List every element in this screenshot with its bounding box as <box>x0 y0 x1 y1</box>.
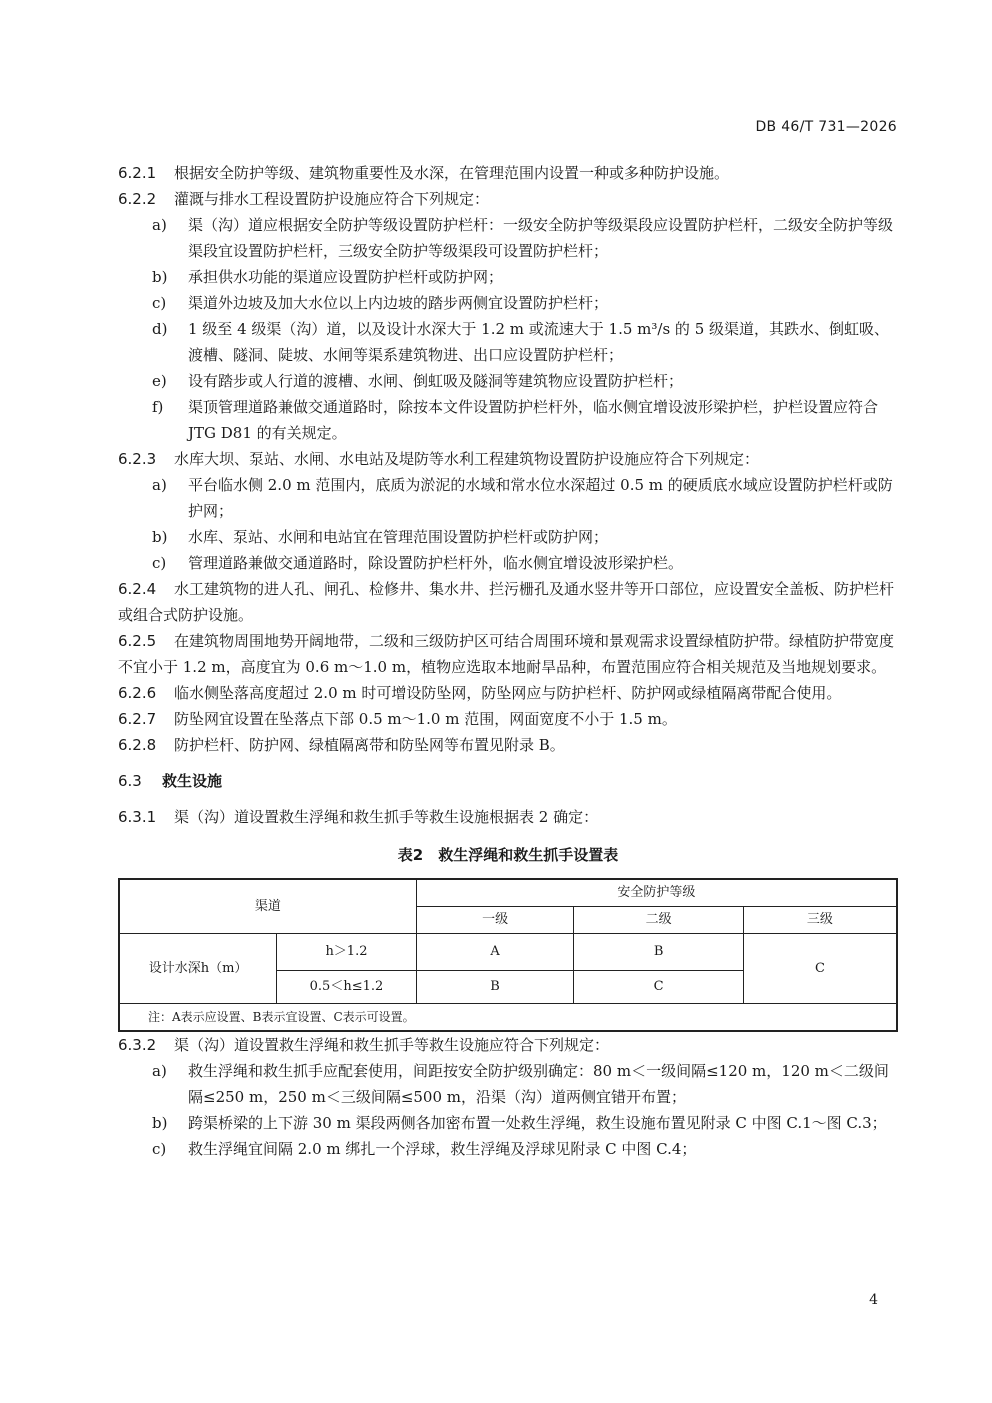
table-row <box>119 934 897 971</box>
clause-6-2-6 <box>118 680 898 706</box>
section-number: 6.3 <box>118 772 142 790</box>
item-text: 渠顶管理道路兼做交通道路时，除按本文件设置防护栏杆外，临水侧宜增设波形梁护栏，护栏设置应符合 JTG D81 的有关规定。 <box>188 398 879 442</box>
header-level-1: 一级 <box>416 907 574 934</box>
item-label: e) <box>152 372 167 390</box>
list-item <box>118 524 898 550</box>
item-text: 救生浮绳宜间隔 2.0 m 绑扎一个浮球，救生浮绳及浮球见附录 C 中图 C.4； <box>188 1140 697 1158</box>
section-heading <box>118 768 898 794</box>
clause-6-3-1 <box>118 804 898 830</box>
clause-6-2-8 <box>118 732 898 758</box>
header-level-group: 安全防护等级 <box>416 879 897 907</box>
clause-6-2-1 <box>118 160 898 186</box>
table-note: 注：A表示应设置、B表示宜设置、C表示可设置。 <box>119 1004 897 1032</box>
item-text: 渠（沟）道应根据安全防护等级设置防护栏杆：一级安全防护等级渠段应设置防护栏杆，二级安全防护等级渠段宜设置防护栏杆，三级安全防护等级渠段可设置防护栏杆； <box>188 216 894 260</box>
list-item <box>118 290 898 316</box>
item-text: 管理道路兼做交通道路时，除设置防护栏杆外，临水侧宜增设波形梁护栏。 <box>188 554 684 572</box>
cell-level-1: B <box>416 971 574 1004</box>
item-label: a) <box>152 216 167 234</box>
clause-text: 防坠网宜设置在坠落点下部 0.5 m～1.0 m 范围，网面宽度不小于 1.5 m。 <box>174 710 677 728</box>
item-text: 渠道外边坡及加大水位以上内边坡的踏步两侧宜设置防护栏杆； <box>188 294 609 312</box>
clause-6-3-2 <box>118 1032 898 1058</box>
lifesaving-table <box>118 878 898 1032</box>
item-label: b) <box>152 268 168 286</box>
table-title: 表2 救生浮绳和救生抓手设置表 <box>397 846 619 864</box>
clause-number: 6.2.2 <box>118 190 157 208</box>
item-label: a) <box>152 476 167 494</box>
clause-text: 临水侧坠落高度超过 2.0 m 时可增设防坠网，防坠网应与防护栏杆、防护网或绿植隔离带配合使用。 <box>174 684 842 702</box>
clause-number: 6.2.6 <box>118 684 157 702</box>
item-text: 设有踏步或人行道的渡槽、水闸、倒虹吸及隧洞等建筑物应设置防护栏杆； <box>188 372 684 390</box>
header-channel: 渠道 <box>119 879 416 934</box>
clause-text: 防护栏杆、防护网、绿植隔离带和防坠网等布置见附录 B。 <box>174 736 565 754</box>
item-text: 平台临水侧 2.0 m 范围内，底质为淤泥的水域和常水位水深超过 0.5 m 的硬质底水域应设置防护栏杆或防护网； <box>188 476 893 520</box>
document-code: DB 46/T 731—2026 <box>755 119 897 135</box>
clause-6-2-3 <box>118 446 898 472</box>
item-label: d) <box>152 320 168 338</box>
clause-number: 6.2.7 <box>118 710 157 728</box>
item-text: 跨渠桥梁的上下游 30 m 渠段两侧各加密布置一处救生浮绳，救生设施布置见附录 C 中图 C.1～图 C.3； <box>188 1114 887 1132</box>
list-item <box>118 264 898 290</box>
cell-level-3-merged: C <box>743 934 897 1004</box>
row-header-depth: 设计水深h（m） <box>119 934 277 1004</box>
header-level-3: 三级 <box>743 907 897 934</box>
clause-6-2-7 <box>118 706 898 732</box>
clause-text: 水工建筑物的进人孔、闸孔、检修井、集水井、拦污栅孔及通水竖井等开口部位，应设置安全盖板、防护栏杆或组合式防护设施。 <box>118 580 895 624</box>
clause-text: 在建筑物周围地势开阔地带，二级和三级防护区可结合周围环境和景观需求设置绿植防护带。绿植防护带宽度不宜小于 1.2 m，高度宜为 0.6 m～1.0 m，植物应选取本地耐旱品种，布置范围应符合相关规范及当地规划要求。 <box>118 632 895 676</box>
clause-number: 6.2.1 <box>118 164 157 182</box>
item-label: c) <box>152 554 167 572</box>
clause-text: 渠（沟）道设置救生浮绳和救生抓手等救生设施根据表 2 确定： <box>174 808 599 826</box>
table-header-row <box>119 879 897 907</box>
clause-number: 6.2.3 <box>118 450 157 468</box>
cell-level-1: A <box>416 934 574 971</box>
list-item <box>118 368 898 394</box>
clause-number: 6.2.8 <box>118 736 157 754</box>
clause-text: 根据安全防护等级、建筑物重要性及水深，在管理范围内设置一种或多种防护设施。 <box>174 164 730 182</box>
list-item <box>118 550 898 576</box>
item-label: c) <box>152 294 167 312</box>
item-label: b) <box>152 528 168 546</box>
clause-6-2-4 <box>118 576 898 628</box>
item-label: c) <box>152 1140 167 1158</box>
cell-level-2: C <box>574 971 744 1004</box>
cell-depth: 0.5＜h≤1.2 <box>277 971 417 1004</box>
item-text: 1 级至 4 级渠（沟）道，以及设计水深大于 1.2 m 或流速大于 1.5 m³/s 的 5 级渠道，其跌水、倒虹吸、渡槽、隧洞、陡坡、水闸等渠系建筑物进、出口应设置防护栏杆； <box>188 320 890 364</box>
cell-level-2: B <box>574 934 744 971</box>
list-item <box>118 1110 898 1136</box>
clause-text: 水库大坝、泵站、水闸、水电站及堤防等水利工程建筑物设置防护设施应符合下列规定： <box>174 450 760 468</box>
header-level-2: 二级 <box>574 907 744 934</box>
list-item <box>118 316 898 368</box>
clause-number: 6.3.2 <box>118 1036 157 1054</box>
clause-text: 渠（沟）道设置救生浮绳和救生抓手等救生设施应符合下列规定： <box>174 1036 610 1054</box>
item-text: 水库、泵站、水闸和电站宜在管理范围设置防护栏杆或防护网； <box>188 528 609 546</box>
cell-depth: h＞1.2 <box>277 934 417 971</box>
clause-text: 灌溉与排水工程设置防护设施应符合下列规定： <box>174 190 490 208</box>
item-label: f) <box>152 398 164 416</box>
item-label: b) <box>152 1114 168 1132</box>
clause-6-2-2 <box>118 186 898 212</box>
list-item <box>118 212 898 264</box>
list-item <box>118 394 898 446</box>
list-item <box>118 1058 898 1110</box>
list-item <box>118 472 898 524</box>
document-body <box>118 160 898 1162</box>
item-label: a) <box>152 1062 167 1080</box>
list-item <box>118 1136 898 1162</box>
clause-number: 6.2.5 <box>118 632 157 650</box>
clause-number: 6.3.1 <box>118 808 157 826</box>
clause-number: 6.2.4 <box>118 580 157 598</box>
item-text: 救生浮绳和救生抓手应配套使用，间距按安全防护级别确定：80 m＜一级间隔≤120 m，120 m＜二级间隔≤250 m，250 m＜三级间隔≤500 m，沿渠（沟）道两侧宜错开布置； <box>188 1062 889 1106</box>
table-note-row <box>119 1004 897 1032</box>
item-text: 承担供水功能的渠道应设置防护栏杆或防护网； <box>188 268 504 286</box>
clause-6-2-5 <box>118 628 898 680</box>
page-number: 4 <box>869 1292 878 1308</box>
section-title: 救生设施 <box>162 772 223 790</box>
